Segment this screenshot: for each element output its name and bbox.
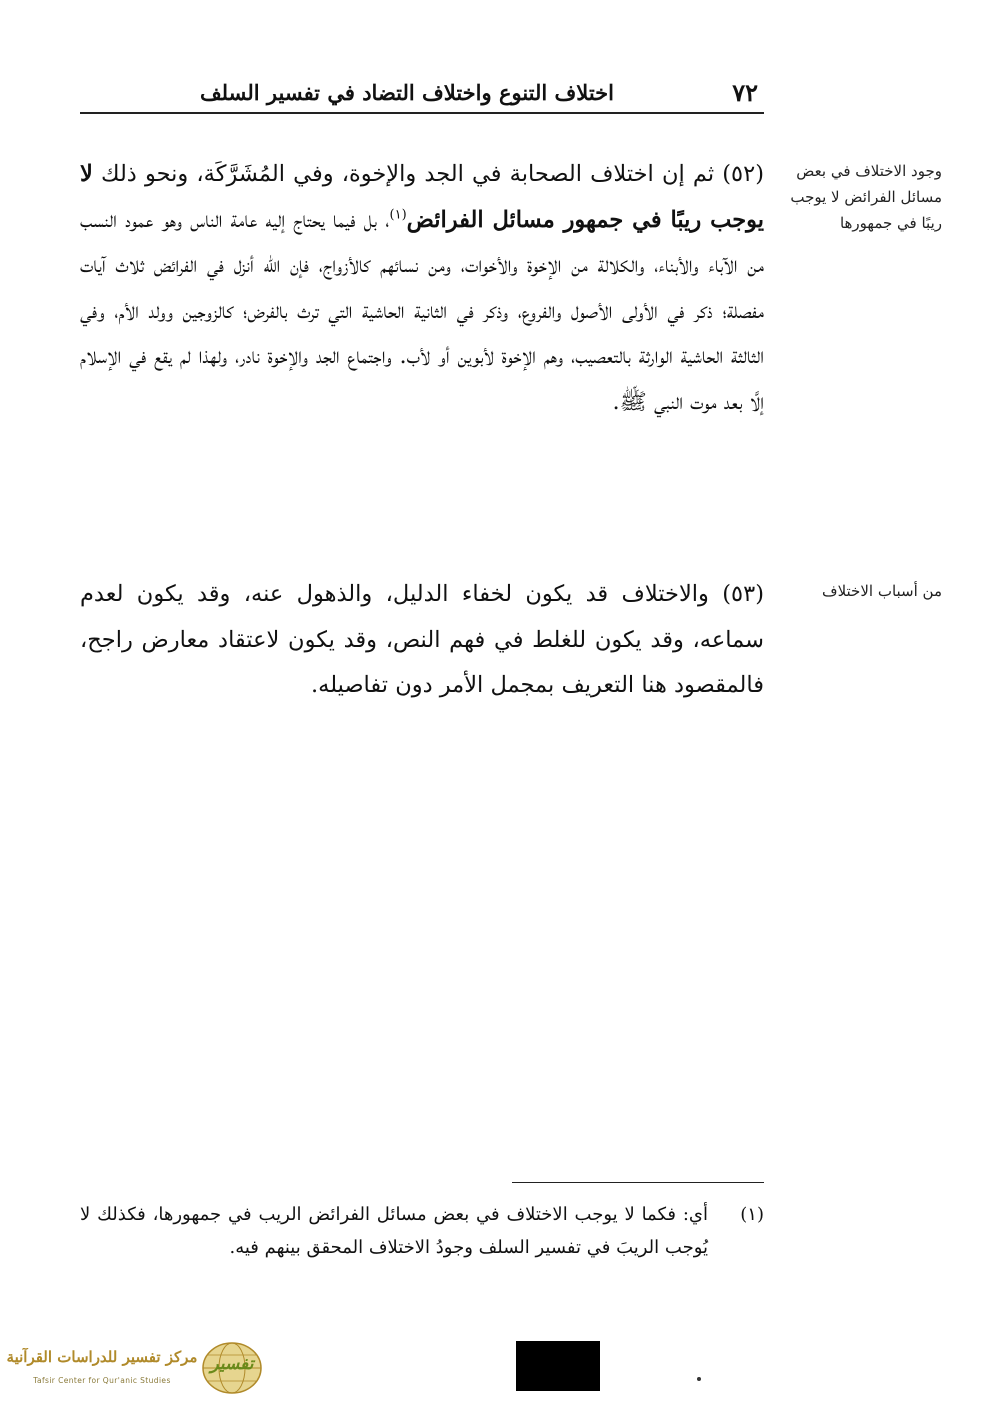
paragraph-52	[80, 152, 764, 425]
footnote	[80, 1198, 764, 1308]
paragraph-52-intro: (٥٢) ثم إن اختلاف الصحابة في الجد والإخوة، وفي المُشَرَّكَة، ونحو ذلك	[92, 161, 764, 187]
redaction-box	[516, 1341, 600, 1391]
paragraph-52-after-bold: جمهور مسائل الفرائض	[406, 206, 633, 233]
footnote-number: (١)	[740, 1204, 764, 1225]
margin-note-disagreement: وجود الاختلاف في بعض مسائل الفرائض لا يوجب ريبًا في جمهورها	[790, 162, 942, 232]
margin-note-causes: من أسباب الاختلاف	[822, 582, 942, 600]
footnote-divider	[512, 1182, 764, 1183]
logo-english: Tafsir Center for Qur'anic Studies	[33, 1376, 171, 1385]
center-logo	[6, 1340, 266, 1396]
page-header	[80, 76, 764, 114]
logo-mark-word: تفسير	[210, 1354, 254, 1374]
footnote-text: أي: فكما لا يوجب الاختلاف في بعض مسائل الفرائض الريب في جمهورها، فكذلك لا يُوجب الريبَ في تفسير السلف وجودُ الاختلاف المحقق بينهم فيه.	[80, 1204, 708, 1258]
logo-org-name: مركز تفسير للدراسات القرآنية	[6, 1348, 198, 1366]
stray-dot	[697, 1377, 701, 1381]
paragraph-52-rest: ، بل فيما يحتاج إليه عامة الناس وهو عمود النسب من الآباء والأبناء، والكلالة من الإخوة والأخوات، ومن نسائهم كالأزواج، فإن الله أنزل في الفرائض ثلاث آيات مفصلة؛ ذكر في الأولى الأصول والفروع، وذكر في الثانية الحاشية التي ترث بالفرض؛ كالزوجين وولد الأم، وفي الثالثة الحاشية الوارثة بالتعصيب، وهم الإخوة لأبوين أو لأب. واجتماع الجد والإخوة نادر، ولهذا لم يقع في الإسلام إلَّا بعد موت النبي ﷺ.	[80, 206, 764, 415]
paragraph-53	[80, 572, 764, 709]
page-number: ٧٢	[732, 78, 758, 107]
paragraph-53-text: (٥٣) والاختلاف قد يكون لخفاء الدليل، والذهول عنه، وقد يكون لعدم سماعه، وقد يكون للغلط في فهم النص، وقد يكون لاعتقاد معارض راجح، فالمقصود هنا التعريف بمجمل الأمر دون تفاصيله.	[80, 581, 764, 698]
paragraph-52-bold: لا يوجب ريبًا في	[80, 161, 764, 233]
running-title: اختلاف التنوع واختلاف التضاد في تفسير السلف	[199, 80, 614, 105]
footnote-ref[interactable]: (١)	[389, 207, 407, 222]
